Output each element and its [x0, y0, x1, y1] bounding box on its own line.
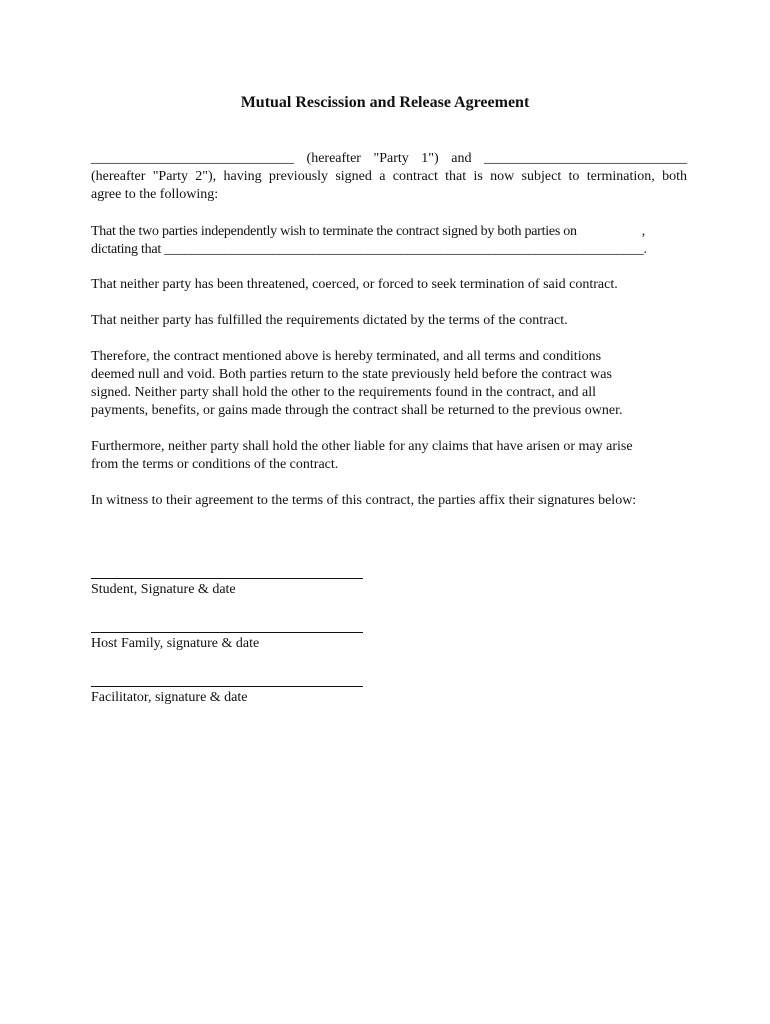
clause-not-coerced: That neither party has been threatened, coerced, or forced to seek termination of said contract. — [91, 277, 618, 292]
clause5-line-1: Furthermore, neither party shall hold the other liable for any claims that have arisen or may arise — [91, 439, 633, 454]
intro-line-3: agree to the following: — [91, 187, 219, 202]
intro-line-1: _____________________________ (hereafter "Party 1") and _____________________________ — [91, 151, 687, 166]
clause4-line-4: payments, benefits, or gains made through the contract shall be returned to the previous owner. — [91, 403, 623, 418]
witness-statement: In witness to their agreement to the terms of this contract, the parties affix their signatures below: — [91, 493, 637, 508]
clause1-line-1: That the two parties independently wish to terminate the contract signed by both parties on , — [91, 224, 646, 239]
signature-line-student[interactable] — [91, 578, 363, 579]
intro-line-2: (hereafter "Party 2"), having previously signed a contract that is now subject to termination, both — [91, 169, 687, 184]
clause1-line-2: dictating that _______________________________________________________________________. — [91, 242, 647, 257]
clause4-line-2: deemed null and void. Both parties return to the state previously held before the contract was — [91, 367, 612, 382]
signature-label-facilitator: Facilitator, signature & date — [91, 690, 248, 705]
clause-terminated — [91, 348, 687, 420]
intro-paragraph — [91, 150, 687, 204]
clause4-line-1: Therefore, the contract mentioned above is hereby terminated, and all terms and conditions — [91, 349, 602, 364]
clause4-line-3: signed. Neither party shall hold the other to the requirements found in the contract, and all — [91, 385, 597, 400]
document-title: Mutual Rescission and Release Agreement — [240, 94, 530, 111]
signature-label-host-family: Host Family, signature & date — [91, 636, 260, 651]
clause-liability — [91, 438, 687, 474]
clause5-line-2: from the terms or conditions of the contract. — [91, 457, 339, 472]
signature-label-student: Student, Signature & date — [91, 582, 236, 597]
signature-line-host-family[interactable] — [91, 632, 363, 633]
clause-termination-date — [91, 223, 687, 259]
clause-not-fulfilled: That neither party has fulfilled the requirements dictated by the terms of the contract. — [91, 313, 568, 328]
signature-line-facilitator[interactable] — [91, 686, 363, 687]
